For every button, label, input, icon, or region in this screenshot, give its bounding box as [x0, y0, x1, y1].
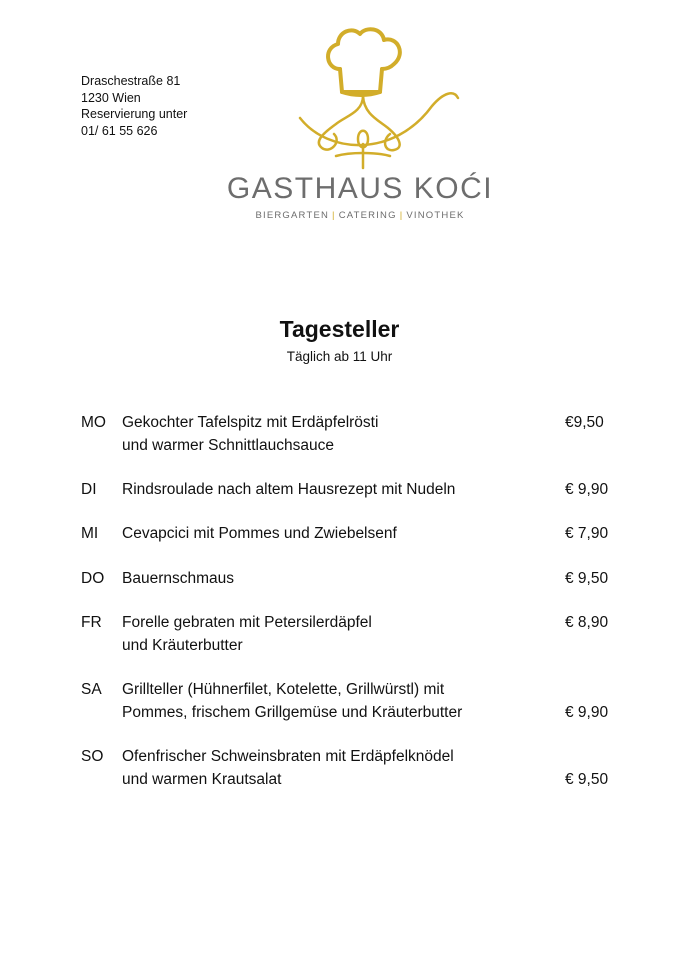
menu-price: € 8,90 [565, 614, 609, 631]
menu-price: €9,50 [565, 414, 604, 431]
menu-day: MO [81, 414, 106, 431]
menu-day: FR [81, 614, 102, 631]
menu-dish-line: Pommes, frischem Grillgemüse und Kräuterbutter [122, 704, 463, 721]
menu-dish [122, 567, 552, 590]
tagline-biergarten: BIERGARTEN [255, 210, 330, 221]
tagline-separator: | [332, 210, 336, 221]
address-street: Draschestraße 81 [81, 74, 181, 88]
menu-day: MI [81, 525, 99, 542]
menu-dish [122, 611, 552, 657]
menu-price: € 9,50 [565, 570, 609, 587]
menu-day: DI [81, 481, 97, 498]
menu-price: € 9,50 [565, 771, 609, 788]
address-city: 1230 Wien [81, 90, 141, 105]
menu-dish [122, 678, 552, 724]
phone-number: 01/ 61 55 626 [81, 123, 158, 138]
menu-price: € 7,90 [565, 525, 609, 542]
tagline-vinothek: VINOTHEK [406, 210, 465, 221]
menu-dish-line: Forelle gebraten mit Petersilerdäpfel [122, 614, 372, 631]
menu-subtitle: Täglich ab 11 Uhr [286, 349, 393, 364]
menu-dish [122, 745, 552, 791]
chef-hat-icon [218, 24, 502, 174]
menu-dish-line: Rindsroulade nach altem Hausrezept mit Nudeln [122, 481, 456, 498]
menu-dish-line: und warmer Schnittlauchsauce [122, 437, 334, 454]
brand-tagline [218, 210, 502, 221]
menu-dish-line: und Kräuterbutter [122, 637, 243, 654]
reservation-label: Reservierung unter [81, 107, 188, 121]
menu-day: SA [81, 681, 102, 698]
menu-day: DO [81, 570, 105, 587]
tagline-catering: CATERING [338, 210, 397, 221]
menu-day: SO [81, 748, 104, 765]
menu-dish-line: Bauernschmaus [122, 570, 235, 587]
menu-title: Tagesteller [279, 316, 400, 342]
menu-dish [122, 411, 552, 457]
menu-price: € 9,90 [565, 704, 609, 721]
address-block [81, 73, 187, 139]
tagline-separator: | [399, 210, 404, 221]
restaurant-logo [218, 24, 502, 229]
menu-dish [122, 478, 552, 501]
menu-price: € 9,90 [565, 481, 609, 498]
menu-dish [122, 522, 552, 545]
brand-name: GASTHAUS KOĆI [226, 172, 494, 205]
menu-dish-line: und warmen Krautsalat [122, 771, 282, 788]
menu-dish-line: Cevapcici mit Pommes und Zwiebelsenf [122, 525, 397, 542]
menu-dish-line: Ofenfrischer Schweinsbraten mit Erdäpfelknödel [122, 748, 454, 765]
menu-dish-line: Grillteller (Hühnerfilet, Kotelette, Grillwürstl) mit [122, 681, 445, 698]
menu-dish-line: Gekochter Tafelspitz mit Erdäpfelrösti [122, 414, 379, 431]
